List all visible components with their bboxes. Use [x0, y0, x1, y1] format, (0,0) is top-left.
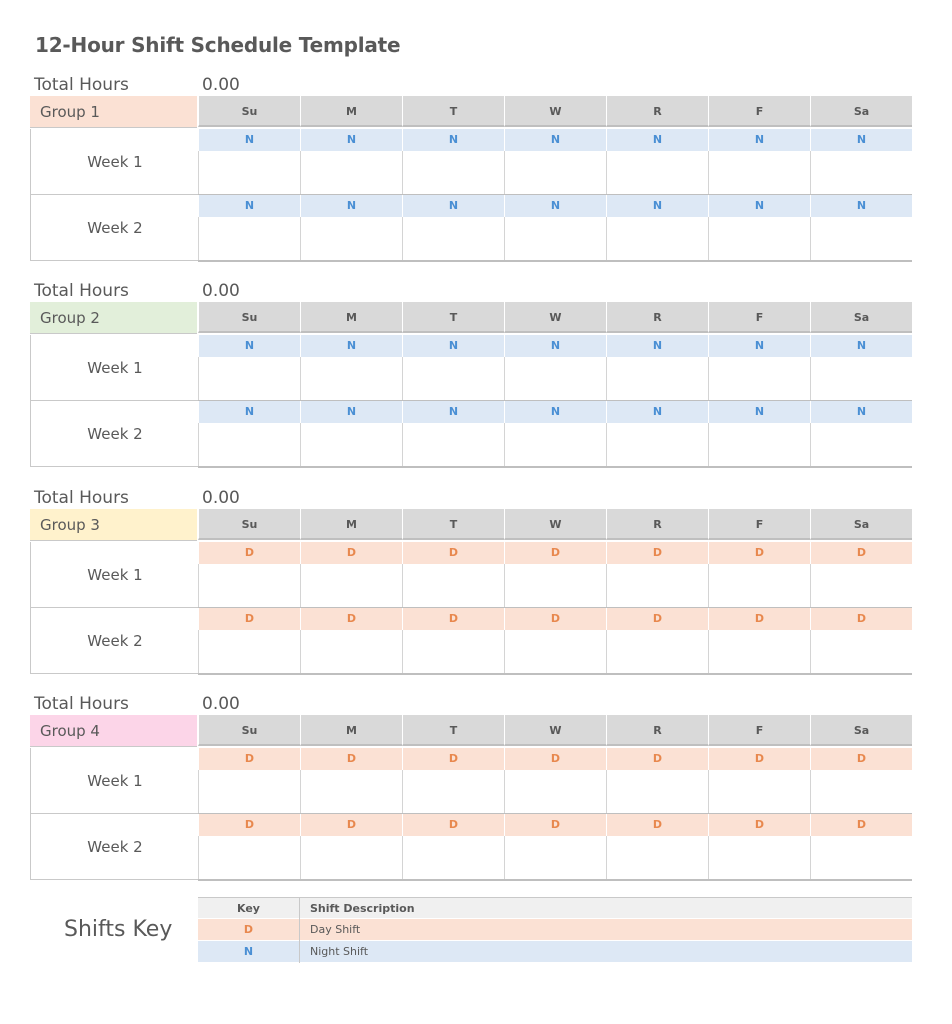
shift-code-cell[interactable]: D — [504, 608, 606, 630]
shift-code-cell[interactable]: N — [606, 129, 708, 151]
day-header: R — [606, 509, 708, 540]
hours-input-cell[interactable] — [606, 423, 708, 467]
shift-code-cell[interactable]: D — [300, 748, 402, 770]
day-header: M — [300, 302, 402, 333]
day-header: Su — [198, 96, 300, 127]
shift-code-cell[interactable]: D — [402, 814, 504, 836]
shift-code-cell[interactable]: D — [402, 748, 504, 770]
group-name[interactable]: Group 2 — [30, 302, 197, 334]
hours-input-cell[interactable] — [300, 630, 402, 674]
shift-code-cell[interactable]: D — [300, 542, 402, 564]
hours-input-cell[interactable] — [708, 423, 810, 467]
shift-code-cell[interactable]: D — [708, 748, 810, 770]
group-name[interactable]: Group 1 — [30, 96, 197, 128]
group-name[interactable]: Group 4 — [30, 715, 197, 747]
day-header: Su — [198, 302, 300, 333]
shift-code-cell[interactable]: N — [708, 129, 810, 151]
total-hours-value: 0.00 — [202, 281, 240, 301]
week-label: Week 1 — [30, 129, 199, 195]
shift-code-cell[interactable]: N — [504, 335, 606, 357]
shift-code-cell[interactable]: D — [198, 608, 300, 630]
hours-input-cell[interactable] — [504, 836, 606, 880]
hours-input-cell[interactable] — [606, 564, 708, 608]
hours-input-cell[interactable] — [402, 151, 504, 195]
total-hours-value: 0.00 — [202, 488, 240, 508]
hours-input-cell[interactable] — [810, 217, 912, 261]
page-title: 12-Hour Shift Schedule Template — [35, 33, 401, 57]
shift-code-cell[interactable]: N — [402, 195, 504, 217]
shift-code-cell[interactable]: N — [504, 129, 606, 151]
day-header: T — [402, 715, 504, 746]
hours-input-cell[interactable] — [402, 423, 504, 467]
total-hours-label: Total Hours — [34, 281, 129, 301]
total-hours-value: 0.00 — [202, 75, 240, 95]
shift-code-cell[interactable]: D — [606, 748, 708, 770]
hours-input-cell[interactable] — [504, 151, 606, 195]
day-header: F — [708, 302, 810, 333]
shift-code-cell[interactable]: N — [708, 195, 810, 217]
hours-input-cell[interactable] — [708, 357, 810, 401]
shift-code-cell[interactable]: D — [198, 814, 300, 836]
shift-code-cell[interactable]: N — [402, 335, 504, 357]
hours-input-cell[interactable] — [402, 836, 504, 880]
key-header-key: Key — [237, 902, 260, 915]
shift-code-cell[interactable]: D — [708, 608, 810, 630]
key-description: Night Shift — [299, 941, 912, 963]
hours-input-cell[interactable] — [198, 423, 300, 467]
shift-code-cell[interactable]: D — [708, 542, 810, 564]
day-header: Sa — [810, 715, 912, 746]
day-header: T — [402, 96, 504, 127]
hours-input-cell[interactable] — [810, 564, 912, 608]
total-hours-value: 0.00 — [202, 694, 240, 714]
hours-input-cell[interactable] — [300, 217, 402, 261]
day-header: T — [402, 302, 504, 333]
hours-input-cell[interactable] — [402, 770, 504, 814]
shift-code-cell[interactable]: D — [810, 542, 912, 564]
group-block — [30, 281, 912, 469]
shift-code-cell[interactable]: N — [504, 195, 606, 217]
hours-input-cell[interactable] — [198, 357, 300, 401]
shifts-key-title: Shifts Key — [64, 917, 173, 942]
shift-code-cell[interactable]: N — [810, 401, 912, 423]
hours-input-cell[interactable] — [504, 564, 606, 608]
hours-input-cell[interactable] — [708, 836, 810, 880]
shift-code-cell[interactable]: N — [606, 401, 708, 423]
hours-input-cell[interactable] — [198, 151, 300, 195]
hours-input-cell[interactable] — [606, 630, 708, 674]
hours-input-cell[interactable] — [504, 770, 606, 814]
shift-code-cell[interactable]: N — [300, 195, 402, 217]
hours-input-cell[interactable] — [504, 423, 606, 467]
day-header: M — [300, 715, 402, 746]
key-code: N — [243, 945, 254, 958]
hours-input-cell[interactable] — [300, 564, 402, 608]
week-divider — [198, 466, 912, 468]
day-header: W — [504, 715, 606, 746]
day-header: W — [504, 509, 606, 540]
hours-input-cell[interactable] — [708, 630, 810, 674]
week-label: Week 2 — [30, 608, 199, 674]
shift-code-cell[interactable]: N — [198, 335, 300, 357]
shift-code-cell[interactable]: D — [198, 542, 300, 564]
group-block — [30, 488, 912, 676]
day-header: W — [504, 302, 606, 333]
day-header: F — [708, 96, 810, 127]
day-header: Sa — [810, 509, 912, 540]
shift-code-cell[interactable]: D — [606, 608, 708, 630]
week-label: Week 1 — [30, 542, 199, 608]
hours-input-cell[interactable] — [606, 217, 708, 261]
shift-code-cell[interactable]: D — [504, 814, 606, 836]
shift-code-cell[interactable]: D — [504, 748, 606, 770]
day-header: R — [606, 96, 708, 127]
hours-input-cell[interactable] — [402, 564, 504, 608]
shift-code-cell[interactable]: N — [198, 195, 300, 217]
hours-input-cell[interactable] — [606, 151, 708, 195]
hours-input-cell[interactable] — [198, 836, 300, 880]
hours-input-cell[interactable] — [402, 357, 504, 401]
week-label: Week 2 — [30, 814, 199, 880]
key-header-description: Shift Description — [299, 898, 912, 920]
day-header: R — [606, 715, 708, 746]
shift-code-cell[interactable]: N — [402, 401, 504, 423]
shift-code-cell[interactable]: D — [300, 608, 402, 630]
shift-code-cell[interactable]: D — [606, 542, 708, 564]
shift-code-cell[interactable]: N — [300, 401, 402, 423]
shift-code-cell[interactable]: D — [606, 814, 708, 836]
day-header: W — [504, 96, 606, 127]
shift-code-cell[interactable]: N — [300, 129, 402, 151]
key-description: Day Shift — [299, 919, 912, 941]
day-header: Sa — [810, 96, 912, 127]
hours-input-cell[interactable] — [810, 836, 912, 880]
hours-input-cell[interactable] — [810, 770, 912, 814]
hours-input-cell[interactable] — [402, 217, 504, 261]
hours-input-cell[interactable] — [300, 423, 402, 467]
day-header: Sa — [810, 302, 912, 333]
key-row-night — [198, 941, 912, 963]
hours-input-cell[interactable] — [300, 770, 402, 814]
shift-code-cell[interactable]: D — [810, 748, 912, 770]
hours-input-cell[interactable] — [300, 151, 402, 195]
day-header: F — [708, 509, 810, 540]
hours-input-cell[interactable] — [606, 357, 708, 401]
hours-input-cell[interactable] — [606, 836, 708, 880]
day-header: M — [300, 96, 402, 127]
shift-code-cell[interactable]: D — [300, 814, 402, 836]
day-header: M — [300, 509, 402, 540]
day-header: R — [606, 302, 708, 333]
shift-code-cell[interactable]: D — [810, 608, 912, 630]
shift-code-cell[interactable]: D — [402, 542, 504, 564]
hours-input-cell[interactable] — [300, 836, 402, 880]
shift-code-cell[interactable]: N — [606, 335, 708, 357]
hours-input-cell[interactable] — [606, 770, 708, 814]
shift-code-cell[interactable]: N — [810, 195, 912, 217]
hours-input-cell[interactable] — [810, 151, 912, 195]
hours-input-cell[interactable] — [810, 423, 912, 467]
group-block — [30, 694, 912, 882]
hours-input-cell[interactable] — [504, 217, 606, 261]
shift-code-cell[interactable]: N — [606, 195, 708, 217]
key-code: D — [243, 923, 254, 936]
shift-code-cell[interactable]: D — [198, 748, 300, 770]
week-label: Week 2 — [30, 195, 199, 261]
hours-input-cell[interactable] — [198, 630, 300, 674]
day-header: Su — [198, 509, 300, 540]
total-hours-label: Total Hours — [34, 694, 129, 714]
week-label: Week 2 — [30, 401, 199, 467]
hours-input-cell[interactable] — [810, 357, 912, 401]
week-divider — [198, 879, 912, 881]
hours-input-cell[interactable] — [402, 630, 504, 674]
shift-code-cell[interactable]: N — [300, 335, 402, 357]
shift-code-cell[interactable]: N — [810, 129, 912, 151]
key-header-row — [198, 897, 912, 919]
total-hours-label: Total Hours — [34, 75, 129, 95]
hours-input-cell[interactable] — [198, 770, 300, 814]
shift-code-cell[interactable]: N — [402, 129, 504, 151]
shift-code-cell[interactable]: N — [198, 401, 300, 423]
hours-input-cell[interactable] — [810, 630, 912, 674]
shift-code-cell[interactable]: N — [708, 335, 810, 357]
shift-code-cell[interactable]: N — [504, 401, 606, 423]
shift-code-cell[interactable]: N — [198, 129, 300, 151]
shift-code-cell[interactable]: N — [708, 401, 810, 423]
shift-code-cell[interactable]: D — [402, 608, 504, 630]
shift-code-cell[interactable]: D — [810, 814, 912, 836]
shift-code-cell[interactable]: N — [810, 335, 912, 357]
hours-input-cell[interactable] — [708, 564, 810, 608]
week-divider — [198, 260, 912, 262]
hours-input-cell[interactable] — [708, 770, 810, 814]
group-name[interactable]: Group 3 — [30, 509, 197, 541]
day-header: F — [708, 715, 810, 746]
hours-input-cell[interactable] — [198, 217, 300, 261]
hours-input-cell[interactable] — [708, 151, 810, 195]
hours-input-cell[interactable] — [504, 630, 606, 674]
week-label: Week 1 — [30, 335, 199, 401]
week-divider — [198, 673, 912, 675]
key-row-day — [198, 919, 912, 941]
group-block — [30, 75, 912, 263]
week-label: Week 1 — [30, 748, 199, 814]
day-header: Su — [198, 715, 300, 746]
hours-input-cell[interactable] — [198, 564, 300, 608]
total-hours-label: Total Hours — [34, 488, 129, 508]
hours-input-cell[interactable] — [708, 217, 810, 261]
hours-input-cell[interactable] — [504, 357, 606, 401]
day-header: T — [402, 509, 504, 540]
hours-input-cell[interactable] — [300, 357, 402, 401]
shift-code-cell[interactable]: D — [504, 542, 606, 564]
shift-code-cell[interactable]: D — [708, 814, 810, 836]
